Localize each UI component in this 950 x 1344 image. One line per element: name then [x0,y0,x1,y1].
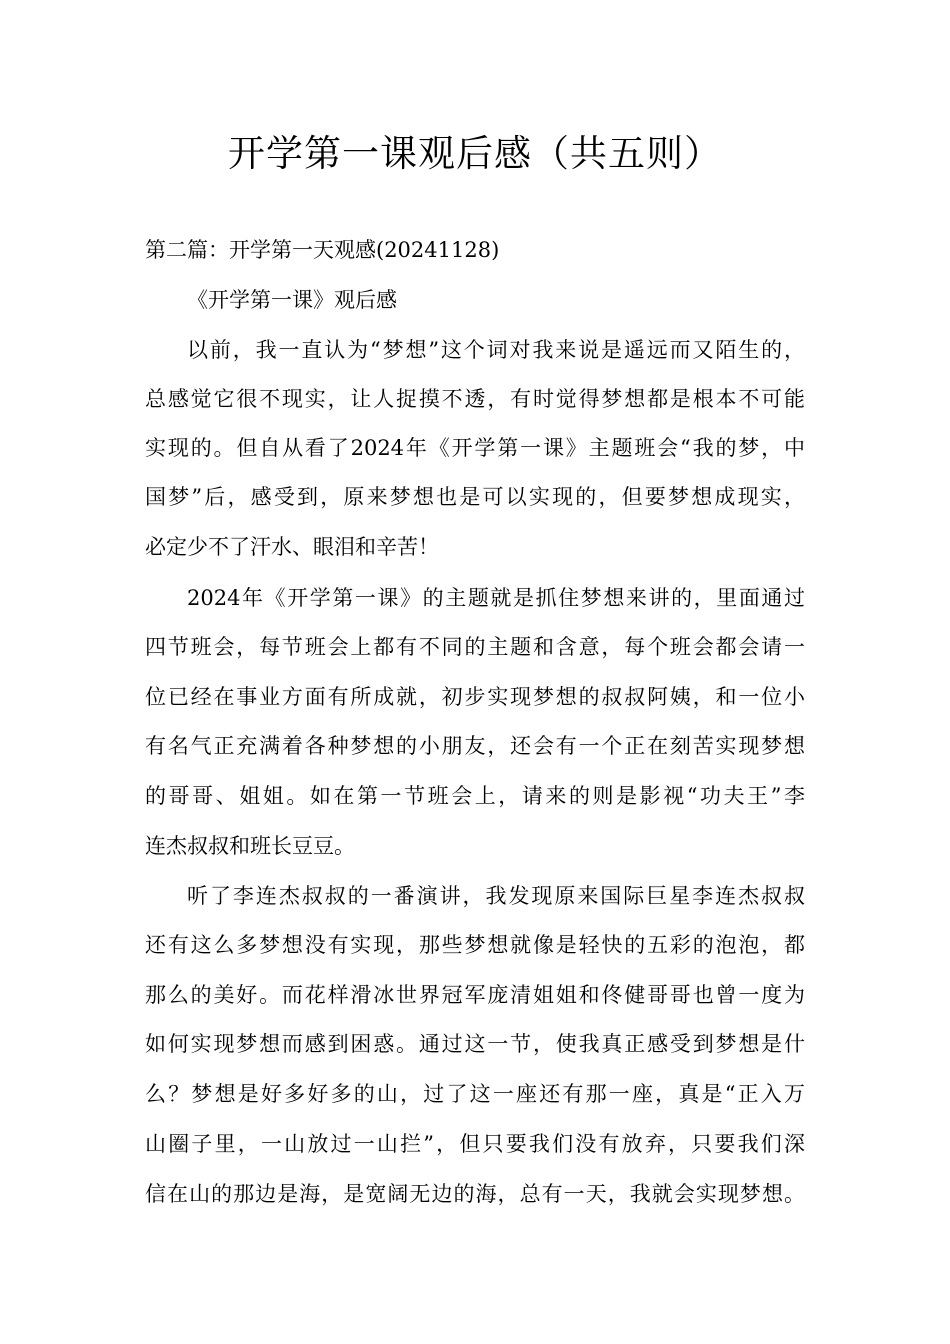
paragraph-1-line-1: 以前，我一直认为“梦想”这个词对我来说是遥远而又陌生的， [187,338,805,362]
paragraph-2-line-3: 位已经在事业方面有所成就，初步实现梦想的叔叔阿姨，和一位小 [145,685,805,709]
paragraph-3-line-2: 还有这么多梦想没有实现，那些梦想就像是轻快的五彩的泡泡，都 [145,933,805,957]
paragraph-2-line-6: 连杰叔叔和班长豆豆。 [145,834,355,858]
paragraph-3-line-5: 么？梦想是好多好多的山，过了这一座还有那一座，真是“正入万 [145,1082,805,1106]
article-subtitle: 《开学第一课》观后感 [187,288,397,312]
paragraph-1-line-4: 国梦”后，感受到，原来梦想也是可以实现的，但要梦想成现实， [145,485,805,509]
paragraph-3-line-6: 山圈子里，一山放过一山拦”，但只要我们没有放弃，只要我们深 [145,1132,805,1156]
document-title: 开学第一课观后感（共五则） [228,132,722,175]
paragraph-2-line-2: 四节班会，每节班会上都有不同的主题和含意，每个班会都会请一 [145,635,805,659]
paragraph-3-line-4: 如何实现梦想而感到困惑。通过这一节，使我真正感受到梦想是什 [145,1032,805,1056]
section-heading: 第二篇：开学第一天观感(20241128) [145,238,500,262]
paragraph-3-line-1: 听了李连杰叔叔的一番演讲，我发现原来国际巨星李连杰叔叔 [187,884,805,908]
paragraph-1-line-2: 总感觉它很不现实，让人捉摸不透，有时觉得梦想都是根本不可能 [145,387,805,411]
document-body [145,0,805,1344]
paragraph-2-line-4: 有名气正充满着各种梦想的小朋友，还会有一个正在刻苦实现梦想 [145,734,805,758]
paragraph-1-line-3: 实现的。但自从看了2024年《开学第一课》主题班会“我的梦，中 [145,436,805,460]
paragraph-2-line-1: 2024年《开学第一课》的主题就是抓住梦想来讲的，里面通过 [187,586,805,610]
paragraph-3-line-7: 信在山的那边是海，是宽阔无边的海，总有一天，我就会实现梦想。 [145,1182,805,1206]
paragraph-2-line-5: 的哥哥、姐姐。如在第一节班会上，请来的则是影视“功夫王”李 [145,784,805,808]
paragraph-1-line-5: 必定少不了汗水、眼泪和辛苦！ [145,535,439,559]
paragraph-3-line-3: 那么的美好。而花样滑冰世界冠军庞清姐姐和佟健哥哥也曾一度为 [145,983,805,1007]
